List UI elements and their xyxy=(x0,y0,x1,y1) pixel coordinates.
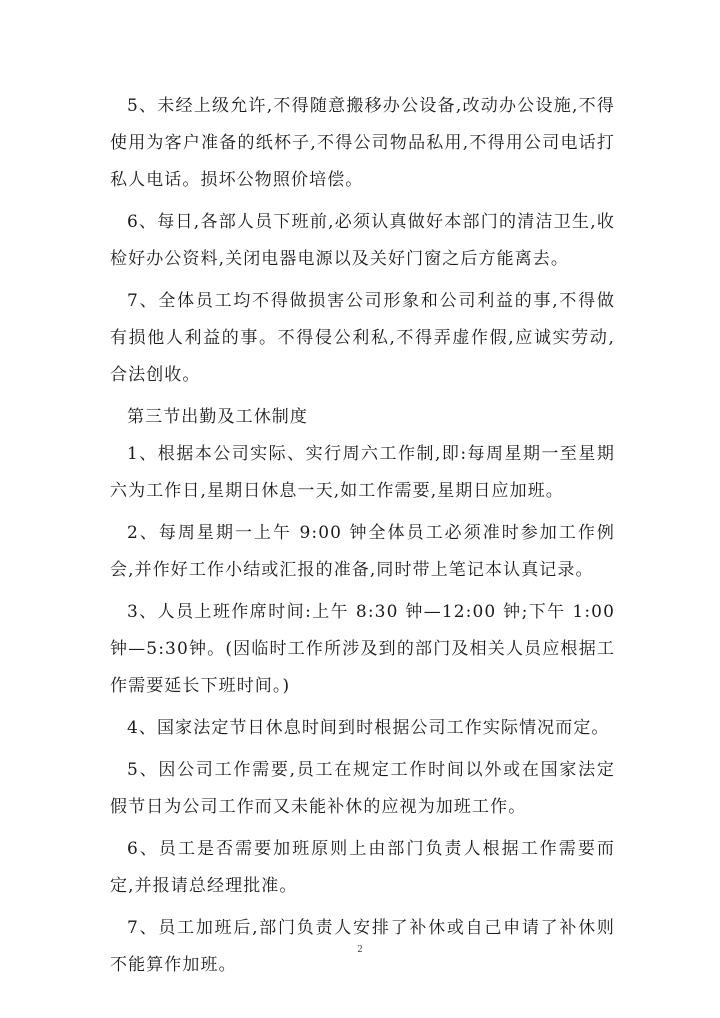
paragraph-rule-7: 7、全体员工均不得做损害公司形象和公司利益的事,不得做有损他人利益的事。不得侵公利私,不得弄虚作假,应诚实劳动,合法创收。 xyxy=(110,291,615,385)
document-body xyxy=(110,88,615,984)
paragraph-rule-6: 6、每日,各部人员下班前,必须认真做好本部门的清洁卫生,收检好办公资料,关闭电器电源以及关好门窗之后方能离去。 xyxy=(110,212,615,269)
paragraph-attendance-7: 7、员工加班后,部门负责人安排了补休或自己申请了补休则不能算作加班。 xyxy=(110,918,615,975)
paragraph-rule-5: 5、未经上级允许,不得随意搬移办公设备,改动办公设施,不得使用为客户准备的纸杯子,不得公司物品私用,不得用公司电话打私人电话。损坏公物照价培偿。 xyxy=(110,96,615,190)
paragraph-attendance-1: 1、根据本公司实际、实行周六工作制,即:每周星期一至星期六为工作日,星期日休息一天,如工作需要,星期日应加班。 xyxy=(110,444,615,501)
paragraph-attendance-5: 5、因公司工作需要,员工在规定工作时间以外或在国家法定假节日为公司工作而又未能补休的应视为加班工作。 xyxy=(110,760,615,817)
paragraph-attendance-6: 6、员工是否需要加班原则上由部门负责人根据工作需要而定,并报请总经理批准。 xyxy=(110,839,615,896)
paragraph-attendance-2: 2、每周星期一上午 9:00 钟全体员工必须准时参加工作例会,并作好工作小结或汇报的准备,同时带上笔记本认真记录。 xyxy=(110,523,615,580)
paragraph-attendance-4: 4、国家法定节日休息时间到时根据公司工作实际情况而定。 xyxy=(127,718,610,738)
page-number: 2 xyxy=(357,944,363,955)
paragraph-attendance-3: 3、人员上班作席时间:上午 8:30 钟—12:00 钟;下午 1:00 钟—5:30钟。(因临时工作所涉及到的部门及相关人员应根据工作需要延长下班时间。) xyxy=(110,602,615,696)
section-heading: 第三节出勤及工休制度 xyxy=(127,407,308,427)
